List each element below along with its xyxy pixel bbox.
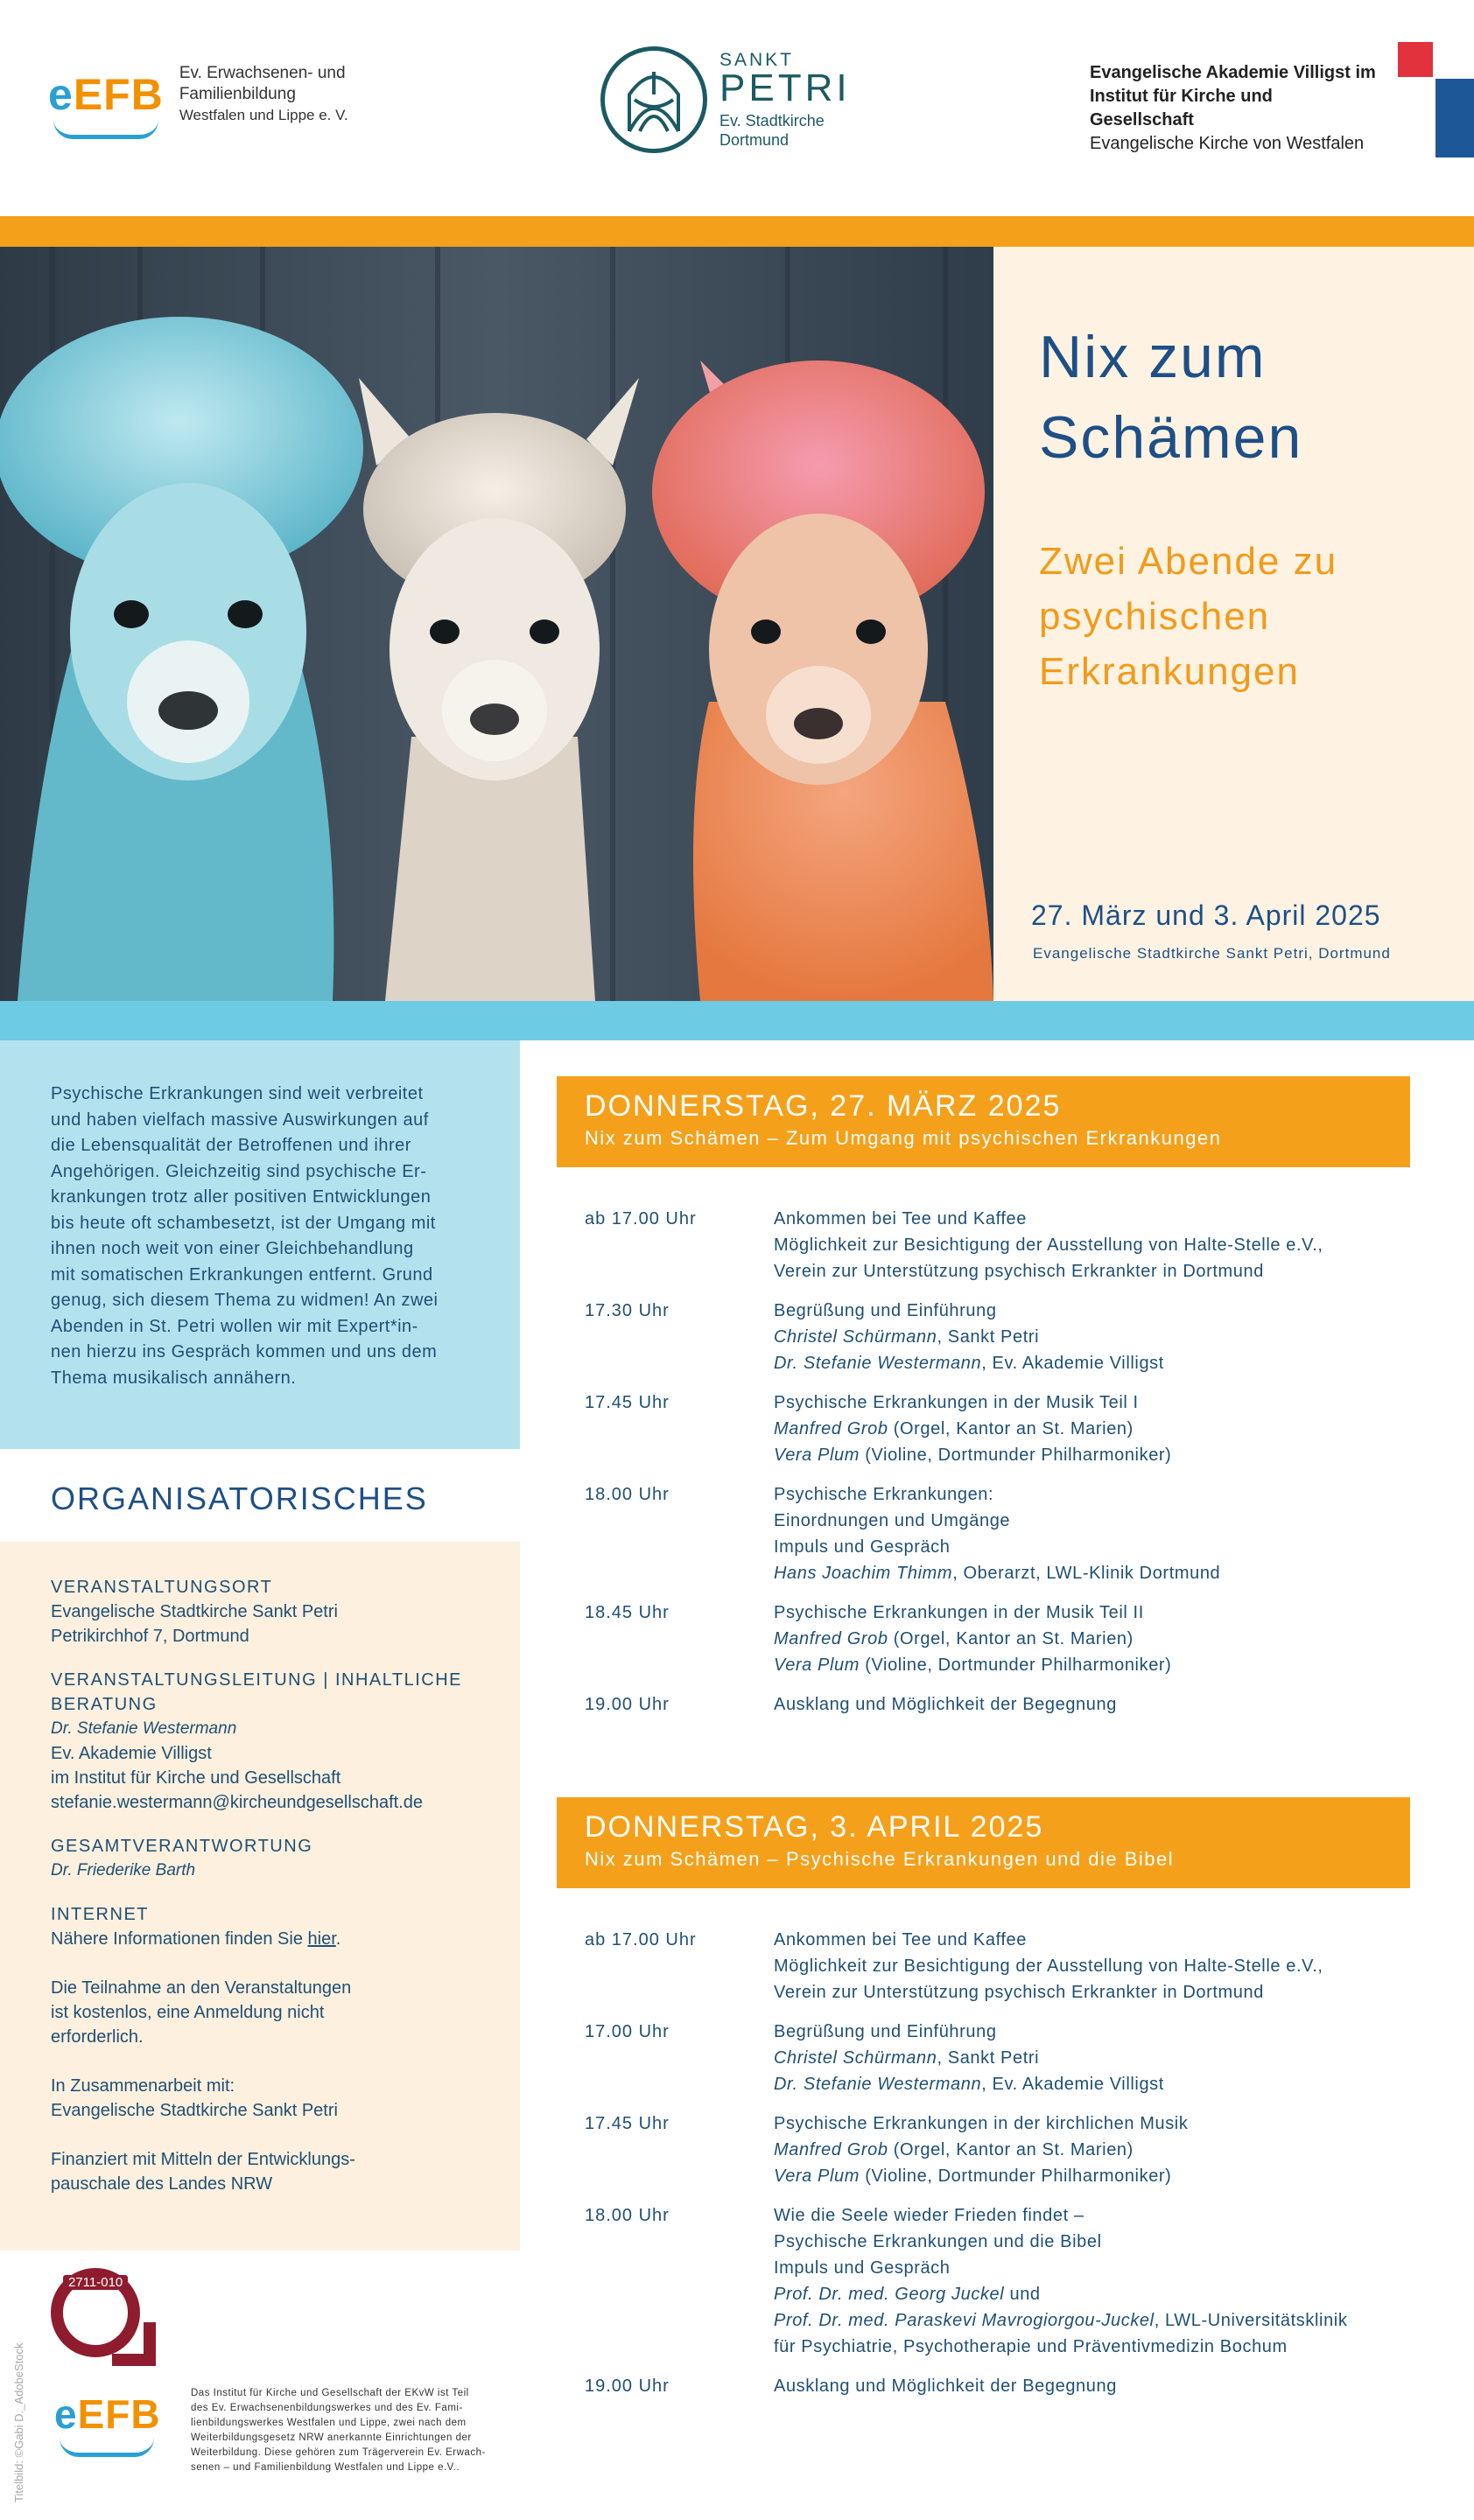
petri-logo	[593, 42, 860, 158]
day1-item-line: Impuls und Gespräch	[774, 1537, 951, 1557]
day1-item-time: ab 17.00 Uhr	[585, 1209, 697, 1228]
day2-item-line: Prof. Dr. med. Paraskevi Mavrogiorgou-Juckel, LWL-Universitätsklinik	[774, 2311, 1348, 2330]
day2-item-line: Impuls und Gespräch	[774, 2258, 951, 2278]
day2-item-line: Vera Plum (Violine, Dortmunder Philharmoniker)	[774, 2166, 1172, 2186]
day1-item-line: Psychische Erkrankungen in der Musik Teil I	[774, 1393, 1139, 1412]
day1-item-line: Vera Plum (Violine, Dortmunder Philharmoniker)	[774, 1446, 1172, 1465]
quality-seal-icon: 2711-010	[51, 2268, 156, 2366]
day2-item-line: Begrüßung und Einführung	[774, 2022, 997, 2041]
day1-item-row	[585, 1298, 1425, 1376]
day1-item-description	[774, 1298, 1425, 1376]
day1-item-time: 19.00 Uhr	[585, 1695, 670, 1714]
footer-smallprint: Das Institut für Kirche und Gesellschaft der EKvW ist Teil des Ev. Erwachsenenbildungswerkes und des Ev. Fami- lienbildungswerkes Westfalen und Lippe, zwei nach dem Weiterbildungsgesetz NRW anerkannte Einrichtungen der Weiterbildung. Diese gehören zum Trägerverein Ev. Erwach- senen – und Familienbildung Westfalen und Lippe e.V..	[191, 2388, 486, 2473]
day1-header	[557, 1076, 1410, 1167]
day2-item-line: für Psychiatrie, Psychotherapie und Präventivmedizin Bochum	[774, 2337, 1288, 2356]
blue-divider	[0, 1001, 1474, 1040]
day1-item-description	[774, 1600, 1425, 1678]
lead-heading: VERANSTALTUNGSLEITUNG | INHALTLICHE	[51, 1670, 462, 1690]
internet-heading: INTERNET	[51, 1905, 149, 1924]
efb-footer-logo: eEFB	[54, 2394, 161, 2434]
day2-item-line: Verein zur Unterstützung psychisch Erkrankter in Dortmund	[774, 1983, 1264, 2002]
venue-heading: VERANSTALTUNGSORT	[51, 1578, 273, 1597]
day1-item-description	[774, 1206, 1425, 1284]
ekvw-blue-square-icon	[1435, 79, 1474, 158]
event-dates: 27. März und 3. April 2025	[1031, 900, 1381, 931]
day1-item-row	[585, 1481, 1425, 1586]
efb-line3: Westfalen und Lippe e. V.	[179, 107, 348, 123]
day2-item-time: 17.00 Uhr	[585, 2022, 670, 2041]
day2-item-line: Christel Schürmann, Sankt Petri	[774, 2048, 1040, 2068]
intro-text: Psychische Erkrankungen sind weit verbreitet und haben vielfach massive Auswirkungen auf die Lebensqualität der Betroffenen und ihrer Angehörigen. Gleichzeitig sind psychische Er- krankungen trotz aller positiven Entwicklungen bis heute oft schambesetzt, ist der Umgang mit ihnen noch weit von einer Gleichbehandlung mit somatischen Erkrankungen entfernt. Grund genug, sich diesem Thema zu widmen! An zwei Abenden in St. Petri wollen wir mit Expert*in- nen hierzu ins Gespräch kommen und uns dem Thema musikalisch annähern.	[51, 1084, 439, 1388]
day2-item-line: Psychische Erkrankungen und die Bibel	[774, 2232, 1102, 2251]
day1-item-line: Christel Schürmann, Sankt Petri	[774, 1327, 1040, 1347]
page-title: Nix zum Schämen	[1039, 324, 1303, 471]
orange-divider	[0, 216, 1474, 247]
day2-item-line: Ankommen bei Tee und Kaffee	[774, 1930, 1027, 1950]
day2-schedule	[585, 1927, 1425, 2412]
day1-item-line: Ausklang und Möglichkeit der Begegnung	[774, 1695, 1117, 1714]
day2-item-description	[774, 2019, 1425, 2097]
day1-item-row	[585, 1206, 1425, 1284]
alpacas-photo	[0, 247, 993, 1001]
day2-subtitle: Nix zum Schämen – Psychische Erkrankungen und die Bibel	[585, 1848, 1175, 1870]
day2-item-row	[585, 2110, 1425, 2189]
day1-item-description	[774, 1481, 1425, 1586]
day2-item-line: Prof. Dr. med. Georg Juckel und	[774, 2285, 1041, 2304]
day2-item-line: Wie die Seele wieder Frieden findet –	[774, 2206, 1084, 2225]
day1-item-line: Vera Plum (Violine, Dortmunder Philharmoniker)	[774, 1656, 1172, 1675]
villigst-line3: Evangelische Kirche von Westfalen	[1090, 134, 1365, 153]
villigst-line2: Institut für Kirche und Gesellschaft	[1090, 87, 1273, 130]
day2-item-description	[774, 2373, 1425, 2399]
day2-item-row	[585, 1927, 1425, 2006]
day1-item-time: 17.30 Uhr	[585, 1301, 670, 1320]
day2-item-line: Ausklang und Möglichkeit der Begegnung	[774, 2376, 1117, 2396]
efb-line1: Ev. Erwachsenen- und	[179, 64, 346, 82]
day2-item-time: 19.00 Uhr	[585, 2376, 670, 2396]
villigst-line1: Evangelische Akademie Villigst im	[1090, 63, 1376, 82]
day2-item-row	[585, 2019, 1425, 2097]
day1-title: DONNERSTAG, 27. MÄRZ 2025	[585, 1089, 1062, 1123]
day2-item-row	[585, 2202, 1425, 2360]
lead-name: Dr. Stefanie Westermann	[51, 1719, 237, 1738]
petri-sankt: SANKT	[719, 49, 795, 70]
more-info-link[interactable]: hier	[307, 1929, 336, 1949]
day2-item-line: Möglichkeit zur Besichtigung der Ausstellung von Halte-Stelle e.V.,	[774, 1956, 1323, 1976]
petri-name: PETRI	[719, 66, 851, 109]
day1-item-row	[585, 1390, 1425, 1468]
petri-sub2: Dortmund	[719, 130, 790, 149]
day1-item-line: Verein zur Unterstützung psychisch Erkrankter in Dortmund	[774, 1262, 1264, 1281]
lead-email[interactable]: stefanie.westermann@kircheundgesellschaft.de	[51, 1793, 423, 1812]
org-heading: ORGANISATORISCHES	[51, 1480, 428, 1516]
day1-item-time: 17.45 Uhr	[585, 1393, 670, 1412]
day1-item-row	[585, 1691, 1425, 1718]
day1-item-time: 18.00 Uhr	[585, 1485, 670, 1504]
day1-item-line: Hans Joachim Thimm, Oberarzt, LWL-Klinik Dortmund	[774, 1564, 1221, 1583]
day1-item-line: Ankommen bei Tee und Kaffee	[774, 1209, 1027, 1228]
ekvw-red-square-icon	[1398, 42, 1433, 77]
petri-sub1: Ev. Stadtkirche	[719, 111, 825, 130]
day1-item-line: Manfred Grob (Orgel, Kantor an St. Marien)	[774, 1419, 1134, 1438]
day2-item-time: 17.45 Uhr	[585, 2114, 670, 2133]
page-subtitle: Zwei Abende zu psychischen Erkrankungen	[1039, 540, 1338, 693]
day1-item-time: 18.45 Uhr	[585, 1603, 670, 1622]
villigst-logo-text	[1090, 61, 1379, 156]
day2-item-description	[774, 2202, 1425, 2360]
day2-title: DONNERSTAG, 3. APRIL 2025	[585, 1810, 1044, 1844]
total-heading: GESAMTVERANTWORTUNG	[51, 1837, 313, 1856]
efb-smile-icon	[53, 120, 158, 139]
day2-item-time: ab 17.00 Uhr	[585, 1930, 697, 1950]
day2-item-line: Psychische Erkrankungen in der kirchlichen Musik	[774, 2114, 1189, 2133]
day1-schedule	[585, 1206, 1425, 1731]
day1-item-description	[774, 1390, 1425, 1468]
org-details: VERANSTALTUNGSORT Evangelische Stadtkirche Sankt Petri Petrikirchhof 7, Dortmund VERANSTALTUNGSLEITUNG | INHALTLICHE BERATUNG Dr. Stefanie Westermann Ev. Akademie Villigst im Institut für Kirche und Gesellschaft stefanie.westermann@kircheundgesellschaft.de GESAMTVERANTWORTUNG Dr. Friederike Barth INTERNET Nähere Informationen finden Sie hier. Die Teilnahme an den Veranstaltungen ist kostenlos, eine Anmeldung nicht erforderlich. In Zusammenarbeit mit: Evangelische Stadtkirche Sankt Petri Finanziert mit Mitteln der Entwicklungs- pauschale des Landes NRW	[51, 1575, 497, 2196]
photo-credit: Titelbild: ©Gabi D._AdobeStock	[12, 2342, 25, 2502]
day1-item-line: Psychische Erkrankungen in der Musik Teil II	[774, 1603, 1144, 1622]
day2-item-line: Manfred Grob (Orgel, Kantor an St. Marien)	[774, 2140, 1134, 2160]
day2-item-row	[585, 2373, 1425, 2399]
day1-item-line: Möglichkeit zur Besichtigung der Ausstellung von Halte-Stelle e.V.,	[774, 1236, 1323, 1255]
day1-item-line: Einordnungen und Umgänge	[774, 1511, 1011, 1530]
efb-footer-smile-icon	[60, 2438, 154, 2457]
day1-item-line: Dr. Stefanie Westermann, Ev. Akademie Villigst	[774, 1354, 1164, 1373]
day1-item-line: Begrüßung und Einführung	[774, 1301, 997, 1320]
efb-wordmark: eEFB	[48, 70, 164, 119]
efb-line2: Familienbildung	[179, 85, 296, 103]
church-window-icon	[600, 46, 707, 153]
day1-item-line: Psychische Erkrankungen:	[774, 1485, 994, 1504]
day2-item-description	[774, 1927, 1425, 2006]
day1-subtitle: Nix zum Schämen – Zum Umgang mit psychischen Erkrankungen	[585, 1127, 1222, 1149]
day2-item-line: Dr. Stefanie Westermann, Ev. Akademie Villigst	[774, 2075, 1164, 2094]
efb-logo	[48, 63, 348, 126]
day2-item-time: 18.00 Uhr	[585, 2206, 670, 2225]
day2-header	[557, 1797, 1410, 1888]
day1-item-row	[585, 1600, 1425, 1678]
event-venue: Evangelische Stadtkirche Sankt Petri, Dortmund	[1033, 945, 1391, 962]
day2-item-description	[774, 2110, 1425, 2189]
day1-item-description	[774, 1691, 1425, 1718]
day1-item-line: Manfred Grob (Orgel, Kantor an St. Marien)	[774, 1629, 1134, 1648]
